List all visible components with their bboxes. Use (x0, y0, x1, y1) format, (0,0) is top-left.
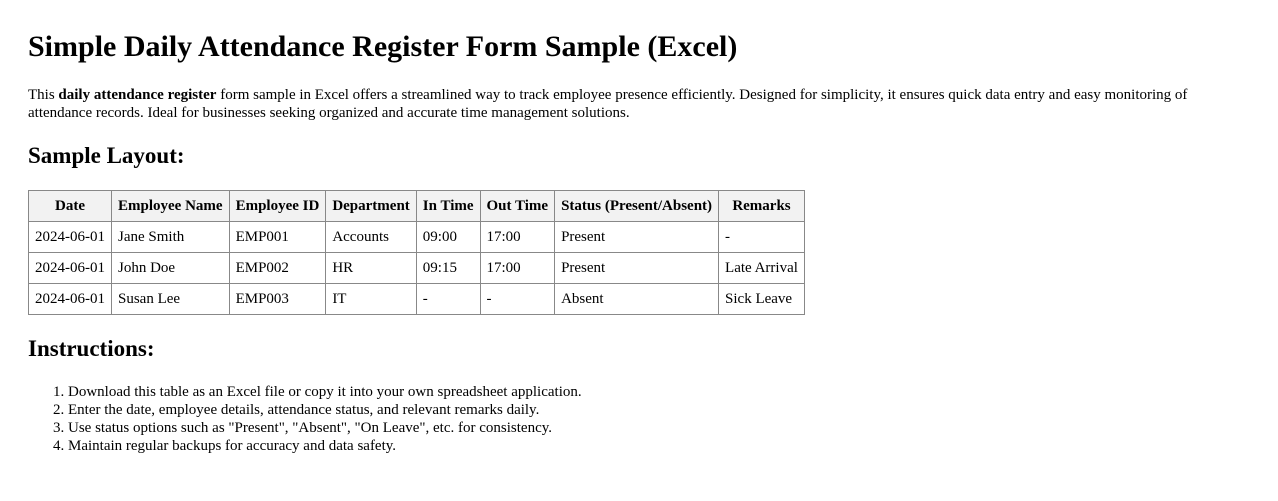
cell-employee-id: EMP003 (229, 284, 326, 315)
cell-out-time: 17:00 (480, 222, 555, 253)
cell-remarks: Sick Leave (719, 284, 805, 315)
instruction-item: 4. Maintain regular backups for accuracy and data safety. (68, 437, 1250, 455)
cell-status: Present (555, 222, 719, 253)
instruction-item: 3. Use status options such as "Present", "Absent", "On Leave", etc. for consistency. (68, 419, 1250, 437)
cell-employee-name: John Doe (112, 253, 230, 284)
page-title: Simple Daily Attendance Register Form Sample (Excel) (28, 30, 738, 63)
sample-layout-heading: Sample Layout: (28, 143, 185, 168)
cell-employee-name: Susan Lee (112, 284, 230, 315)
intro-suffix: form sample in Excel offers a streamlined way to track employee presence efficiently. Designed for simplicity, it ensures quick data entry and easy monitoring of attendance records. Ideal for businesses seeking organized and accurate time management solutions. (28, 87, 1188, 121)
cell-employee-name: Jane Smith (112, 222, 230, 253)
cell-department: IT (326, 284, 416, 315)
cell-out-time: - (480, 284, 555, 315)
cell-in-time: 09:15 (416, 253, 480, 284)
header-status: Status (Present/Absent) (555, 191, 719, 222)
cell-department: HR (326, 253, 416, 284)
cell-date: 2024-06-01 (29, 253, 112, 284)
instructions-list (28, 383, 1250, 455)
attendance-table (28, 190, 805, 315)
intro-paragraph (28, 86, 1250, 122)
table-row (29, 253, 805, 284)
table-row (29, 222, 805, 253)
intro-prefix: This (28, 87, 59, 103)
instruction-item: 2. Enter the date, employee details, attendance status, and relevant remarks daily. (68, 401, 1250, 419)
cell-out-time: 17:00 (480, 253, 555, 284)
header-remarks: Remarks (719, 191, 805, 222)
cell-status: Absent (555, 284, 719, 315)
cell-department: Accounts (326, 222, 416, 253)
cell-remarks: - (719, 222, 805, 253)
cell-remarks: Late Arrival (719, 253, 805, 284)
header-employee-id: Employee ID (229, 191, 326, 222)
cell-status: Present (555, 253, 719, 284)
cell-employee-id: EMP002 (229, 253, 326, 284)
cell-date: 2024-06-01 (29, 222, 112, 253)
instructions-heading: Instructions: (28, 336, 155, 361)
table-header-row (29, 191, 805, 222)
intro-bold-term: daily attendance register (58, 87, 217, 103)
instruction-item: 1. Download this table as an Excel file or copy it into your own spreadsheet application. (68, 383, 1250, 401)
table-row (29, 284, 805, 315)
header-date: Date (29, 191, 112, 222)
cell-in-time: 09:00 (416, 222, 480, 253)
cell-employee-id: EMP001 (229, 222, 326, 253)
cell-in-time: - (416, 284, 480, 315)
cell-date: 2024-06-01 (29, 284, 112, 315)
header-in-time: In Time (416, 191, 480, 222)
header-employee-name: Employee Name (112, 191, 230, 222)
header-department: Department (326, 191, 416, 222)
header-out-time: Out Time (480, 191, 555, 222)
